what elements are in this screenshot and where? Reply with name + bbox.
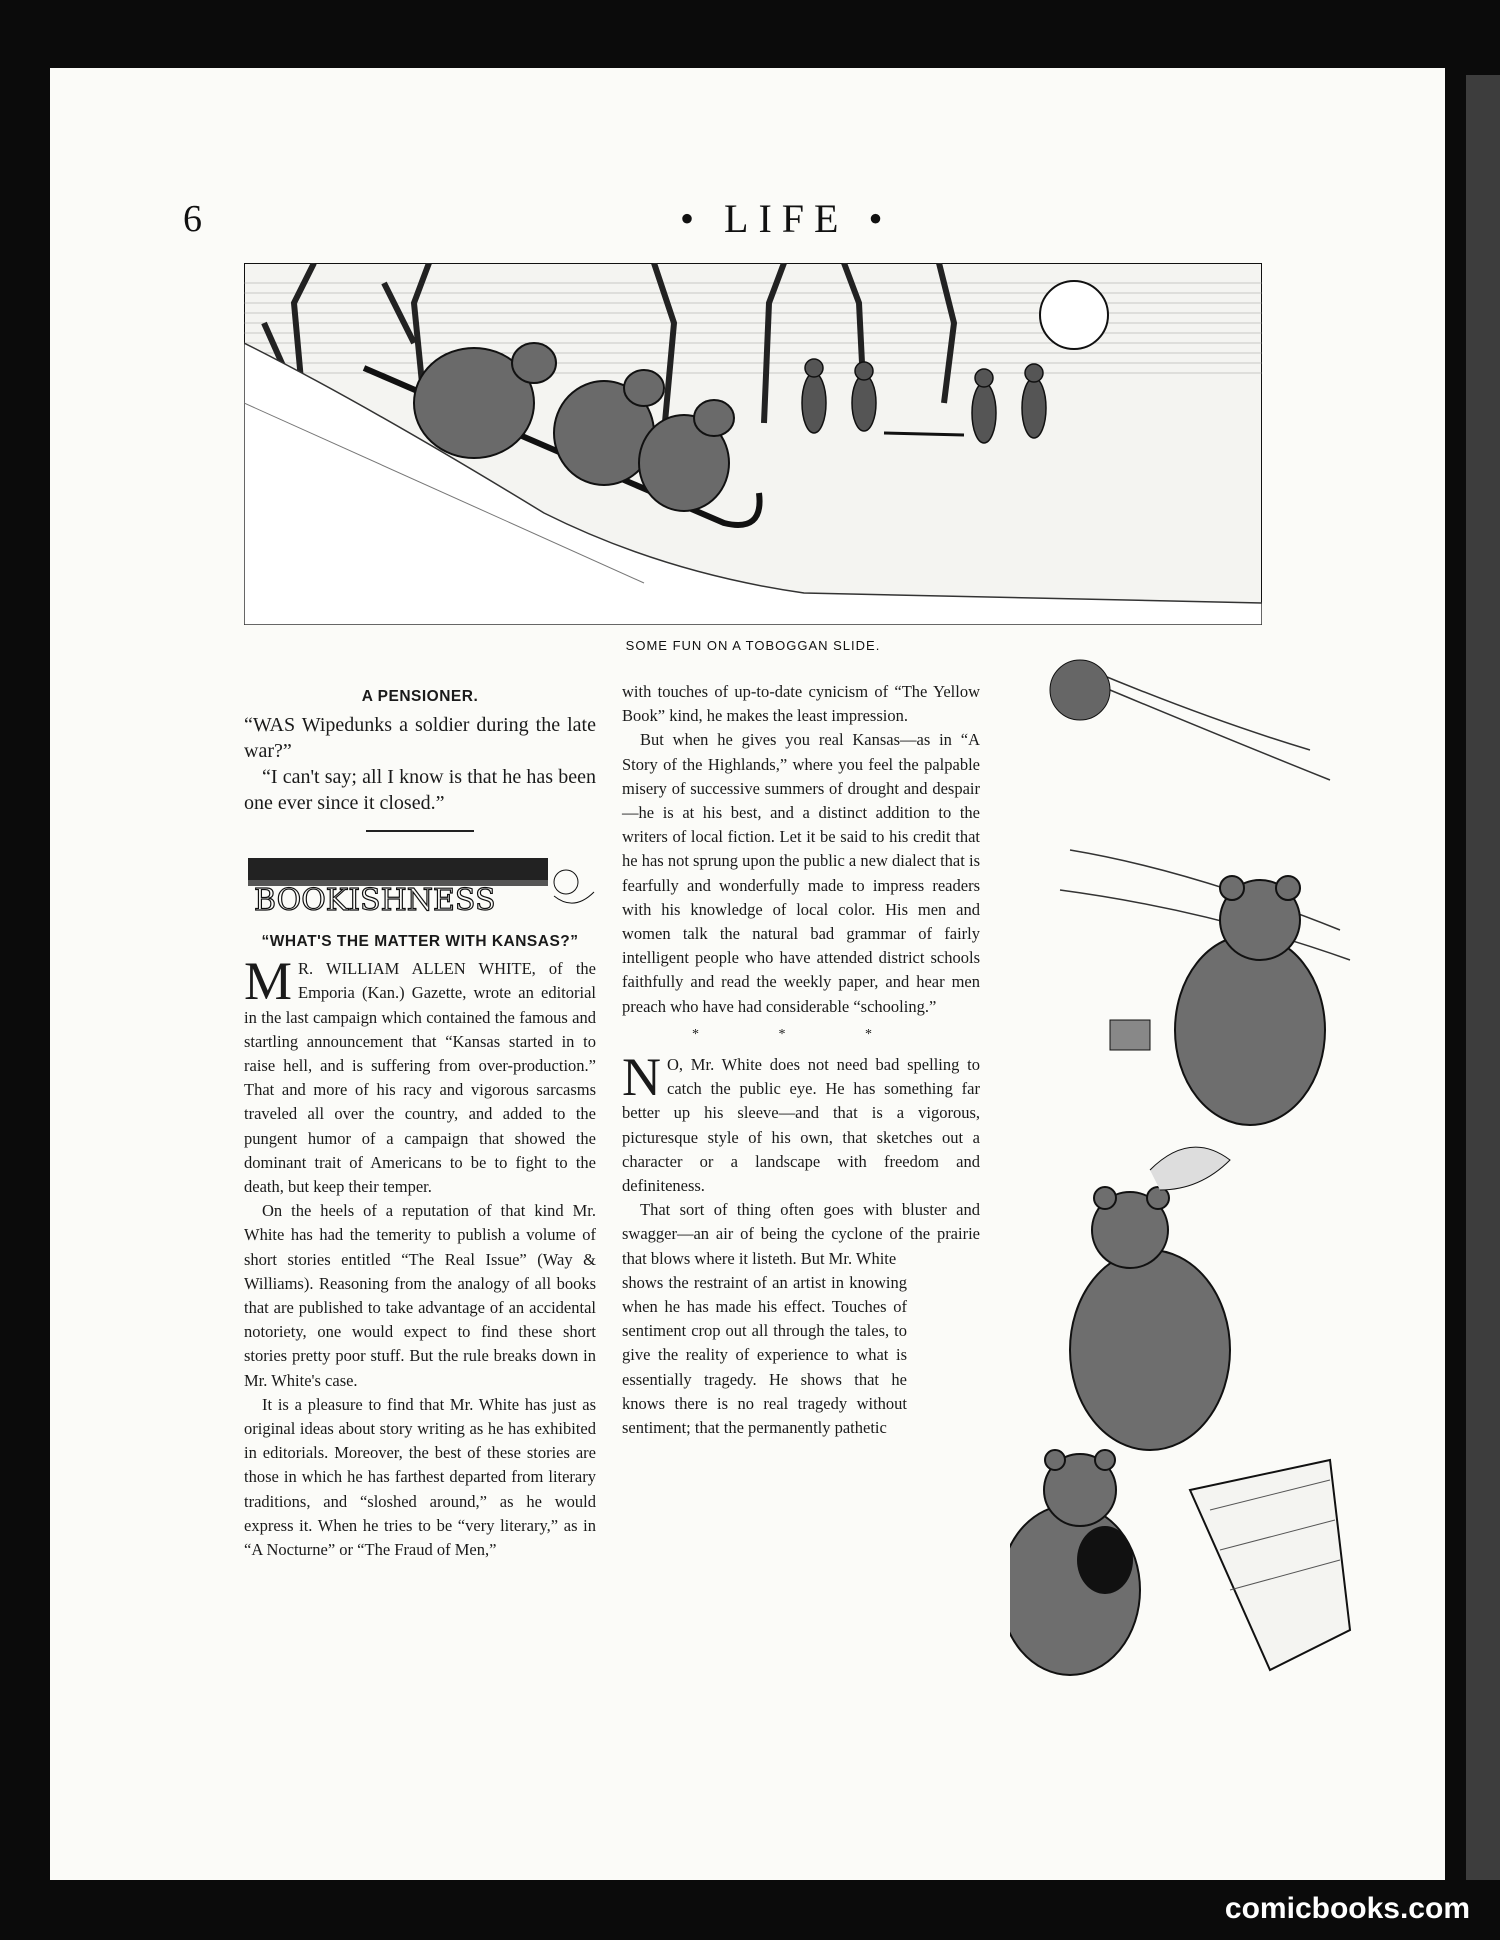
dropcap-n: N [622, 1047, 661, 1108]
bookishness-banner-text: BOOKISHNESS [254, 883, 496, 916]
section-divider [366, 830, 474, 832]
bears-side-illustration [1010, 630, 1370, 1690]
article-paragraph-7a: That sort of thing often goes with bluster and swagger—an air of being the cyclone of the prairie that blows where it listeth. But Mr. White [622, 1200, 980, 1268]
section-stars: * * * [692, 1026, 910, 1042]
article-paragraph-1 [244, 951, 596, 1199]
article-paragraph-4: with touches of up-to-date cynicism of “The Yellow Book” kind, he makes the least impression. [622, 682, 980, 726]
left-column [244, 688, 596, 1562]
article-paragraph-5: But when he gives you real Kansas—as in “A Story of the Highlands,” where you feel the palpable misery of successive summers of drought and despair—he is at his best, and a distinct addition to the writers of local fiction. Let it be said to his credit that he has not sprung upon the public a new dialect that is fearfully and wonderfully made to impress readers with his knowledge of local color. His men and women talk the natural bad grammar of fairly intelligent people who have attended district schools faithfully and read the weekly paper, and hear men preach who have had considerable “schooling.” [622, 730, 980, 1016]
article-paragraph-7b: shows the restraint of an artist in knowing when he has made his effect. Touches of sentiment crop out all through the tales, to give the reality of experience to what is essentially tragedy. He shows that he knows there is no real tragedy without sentiment; that the permanently pathetic [622, 1272, 907, 1438]
pensioner-answer: “I can't say; all I know is that he has been one ever since it closed.” [244, 766, 596, 814]
pensioner-question: “WAS Wipedunks a soldier during the late war?” [244, 714, 596, 762]
source-watermark: comicbooks.com [1224, 1892, 1470, 1925]
next-page-edge [1466, 75, 1500, 1880]
article-paragraph-3: It is a pleasure to find that Mr. White has just as original ideas about story writing as he has exhibited in editorials. Moreover, the best of these stories are those in which he has farthest departed from literary traditions, and “sloshed around,” as he would express it. When he tries to be “very literary,” as in “A Nocturne” or “The Fraud of Men,” [244, 1394, 596, 1560]
article-heading: “WHAT'S THE MATTER WITH KANSAS?” [261, 933, 579, 951]
article-paragraph-6-text: O, Mr. White does not need bad spelling to catch the public eye. He has something far better up his sleeve—and that is a vigorous, picturesque style of his own, that sketches out a character or a landscape with freedom and definiteness. [622, 1055, 980, 1196]
pensioner-heading: A PENSIONER. [361, 688, 479, 705]
page-number: 6 [183, 198, 202, 240]
article-paragraph-6 [622, 1047, 980, 1198]
toboggan-illustration [244, 263, 1262, 625]
bookishness-banner [244, 852, 596, 916]
masthead-title: • LIFE • [680, 196, 893, 241]
illustration-caption: SOME FUN ON A TOBOGGAN SLIDE. [625, 638, 881, 653]
middle-column [622, 680, 980, 1440]
article-paragraph-1-text: R. WILLIAM ALLEN WHITE, of the Emporia (Kan.) Gazette, wrote an editorial in the last campaign which contained the famous and startling announcement that “Kansas started in to raise hell, and is suffering from over-production.” That and more of his racy and vigorous sarcasms traveled all over the country, and added to the pungent humor of a campaign that showed the dominant trait of Americans to be to fight to the death, but keep their temper. [244, 959, 596, 1197]
dropcap-m: M [244, 951, 293, 1012]
article-paragraph-2: On the heels of a reputation of that kind Mr. White has had the temerity to publish a volume of short stories entitled “The Real Issue” (Way & Williams). Reasoning from the analogy of all books that are published to take advantage of an accidental notoriety, one would expect to find these short stories pretty poor stuff. But the rule breaks down in Mr. White's case. [244, 1201, 596, 1390]
